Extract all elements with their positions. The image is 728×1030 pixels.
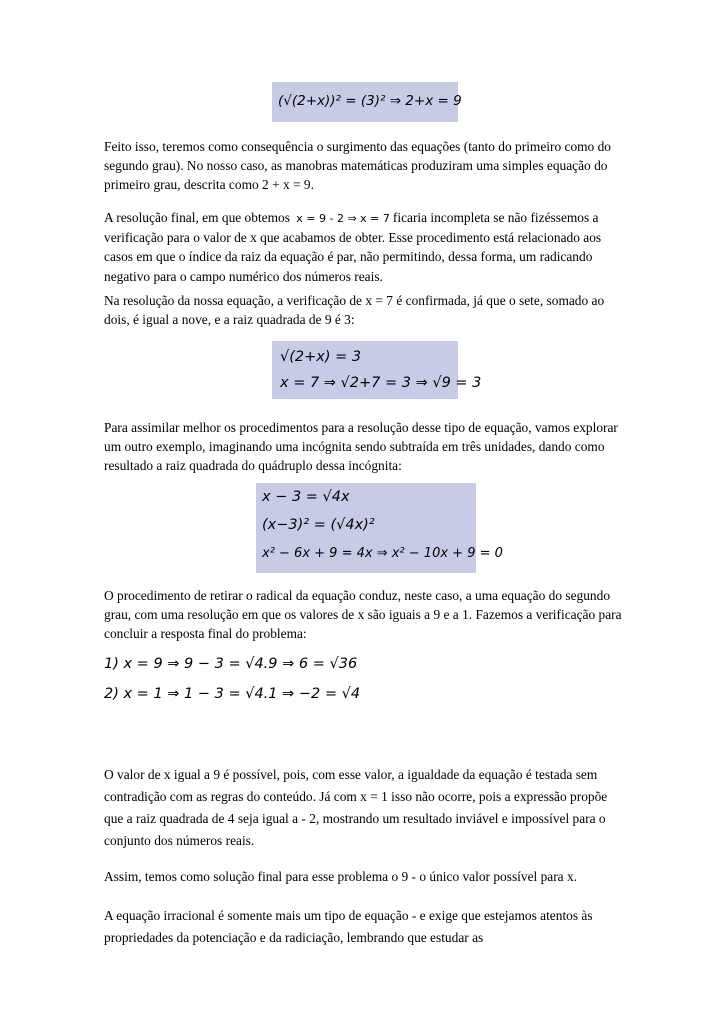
equation-box-2: [272, 341, 482, 399]
paragraph-5: O procedimento de retirar o radical da equação conduz, neste caso, a uma equação do segundo grau, com uma resolução em que os valores de x são iguais a 9 e a 1. Fazemos a verificação para concluir a resposta final do problema:: [104, 588, 622, 642]
paragraph-1: Feito isso, teremos como consequência o surgimento das equações (tanto do primeiro como do segundo grau). No nosso caso, as manobras matemáticas produziram uma simples equação do primeiro grau, descrita como 2 + x = 9.: [104, 139, 611, 193]
equation-4-line-1: 1) x = 9 ⇒ 9 − 3 = √4.9 ⇒ 6 = √36: [104, 656, 358, 672]
paragraph-3: Na resolução da nossa equação, a verificação de x = 7 é confirmada, já que o sete, somado ao dois, é igual a nove, e a raiz quadrada de 9 é 3:: [104, 293, 605, 328]
equation-3-line-2: (x−3)² = (√4x)²: [262, 517, 375, 533]
paragraph-2-end: ficaria incompleta se não fizéssemos a verificação para o valor de x que acabamos de obter. Esse procedimento está relacionado aos casos em que o índice da raiz da equação é par, não permitindo, dessa forma, um radicando negativo para o campo numérico dos números reais.: [104, 210, 602, 284]
inline-equation: x = 9 - 2 ⇒ x = 7: [293, 212, 393, 225]
paragraph-6: O valor de x igual a 9 é possível, pois, com esse valor, a igualdade da equação é testada sem contradição com as regras do conteúdo. Já com x = 1 isso não ocorre, pois a expressão propõe que a raiz quadrada de 4 seja igual a - 2, mostrando um resultado inviável e impossível para o conjunto dos números reais.: [104, 767, 608, 848]
equation-1: (√(2+x))² = (3)² ⇒ 2+x = 9: [278, 93, 462, 109]
paragraph-4: Para assimilar melhor os procedimentos para a resolução desse tipo de equação, vamos explorar um outro exemplo, imaginando uma incógnita sendo subtraída em três unidades, dando como resultado a raiz quadrada do quádruplo dessa incógnita:: [104, 420, 618, 474]
equation-box-3: [256, 483, 503, 573]
paragraph-2: [104, 208, 624, 286]
paragraph-7: Assim, temos como solução final para esse problema o 9 - o único valor possível para x.: [104, 869, 578, 884]
equation-4-line-2: 2) x = 1 ⇒ 1 − 3 = √4.1 ⇒ −2 = √4: [104, 686, 361, 702]
equation-3-line-3: x² − 6x + 9 = 4x ⇒ x² − 10x + 9 = 0: [262, 546, 503, 561]
paragraph-2-start: A resolução final, em que obtemos: [104, 210, 294, 225]
equation-2-line-1: √(2+x) = 3: [280, 349, 362, 365]
equation-3-line-1: x − 3 = √4x: [262, 489, 350, 505]
paragraph-8: A equação irracional é somente mais um tipo de equação - e exige que estejamos atentos às propriedades da potenciação e da radiciação, lembrando que estudar as: [104, 908, 593, 945]
equation-2-line-2: x = 7 ⇒ √2+7 = 3 ⇒ √9 = 3: [280, 375, 482, 391]
equation-box-1: [272, 82, 462, 122]
